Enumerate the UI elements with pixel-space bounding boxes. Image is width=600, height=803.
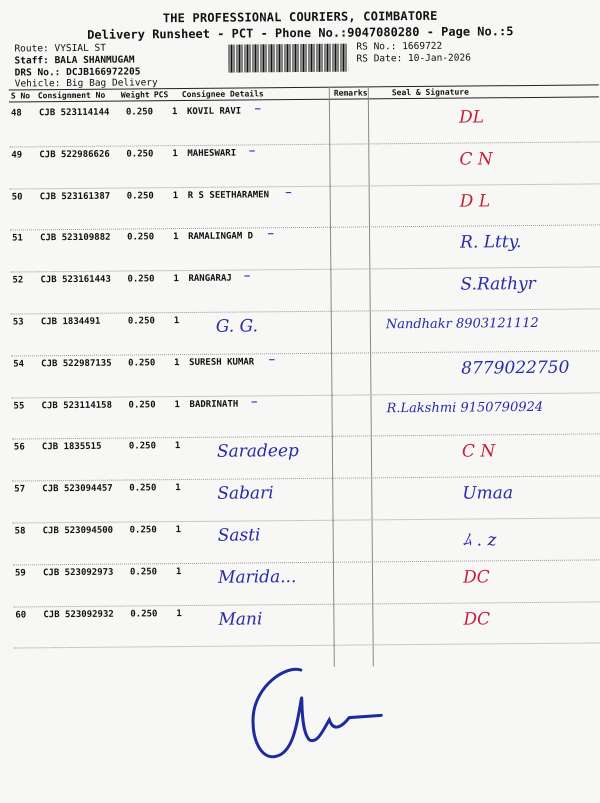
- recipient-signature: Umaa: [462, 483, 514, 504]
- drs-number: DRS No.: DCJB166972205: [14, 66, 141, 79]
- row-pcs: 1: [174, 357, 180, 368]
- row-consignee: BADRINATH: [189, 399, 239, 410]
- row-consignment: CJB 523109882: [40, 233, 111, 244]
- row-consignment: CJB 1835515: [41, 442, 102, 453]
- col-consignment: Consignment No: [37, 90, 106, 101]
- rs-number: RS No.: 1669722: [356, 40, 443, 53]
- recipient-signature: 8779022750: [461, 357, 570, 379]
- row-pcs: 1: [173, 316, 180, 327]
- row-consignment: CJB 523094500: [42, 525, 114, 537]
- row-consignee: KOVIL RAVI: [186, 106, 242, 117]
- row-pcs: 1: [175, 566, 182, 577]
- row-consignee: MAHESWARI: [187, 148, 237, 159]
- recipient-signature: DC: [463, 608, 491, 630]
- row-weight: 0.250: [128, 399, 156, 411]
- row-weight: 0.250: [130, 608, 158, 620]
- row-weight: 0.250: [129, 567, 158, 578]
- row-sno: 53: [12, 317, 24, 328]
- company-title: THE PROFESSIONAL COURIERS, COIMBATORE: [162, 8, 438, 26]
- hand-tick-mark: —: [254, 104, 261, 115]
- recipient-signature: R. Ltty.: [460, 232, 522, 254]
- runsheet-title: Delivery Runsheet - PCT - Phone No.:9047080280 - Page No.:5: [87, 24, 514, 42]
- table-row: [11, 393, 600, 440]
- table-row: [13, 560, 600, 607]
- row-pcs: 1: [172, 190, 179, 201]
- row-consignment: CJB 523114158: [41, 400, 113, 411]
- col-sno: S No: [10, 91, 31, 101]
- row-consignee: R S SEETHARAMEN: [187, 189, 270, 201]
- row-pcs: 1: [175, 525, 182, 536]
- hand-tick-mark: —: [269, 355, 275, 366]
- row-consignee: RAMALINGAM D: [188, 231, 254, 243]
- handwritten-consignee: G. G.: [215, 316, 259, 337]
- row-sno: 48: [10, 108, 22, 119]
- table-row: [10, 268, 600, 315]
- rs-date: RS Date: 10-Jan-2026: [356, 52, 471, 65]
- row-pcs: 1: [173, 232, 179, 243]
- row-sno: 54: [13, 359, 25, 370]
- recipient-signature: DL: [458, 107, 485, 128]
- handwritten-consignee: Mani: [218, 608, 263, 630]
- recipient-signature: S.Rathyr: [460, 274, 536, 295]
- handwritten-consignee: Sasti: [217, 525, 261, 546]
- row-weight: 0.250: [128, 358, 156, 369]
- row-sno: 58: [14, 526, 26, 537]
- table-row: [12, 477, 600, 524]
- col-remarks: Remarks: [333, 88, 368, 98]
- hand-tick-mark: —: [251, 396, 257, 408]
- recipient-signature: ﾑ . z: [462, 530, 497, 551]
- staff-signature: [231, 659, 392, 770]
- row-sno: 50: [11, 192, 23, 203]
- route-label: Route: VYSIAL ST: [14, 42, 106, 55]
- row-weight: 0.250: [127, 232, 155, 243]
- row-sno: 56: [13, 442, 25, 453]
- row-weight: 0.250: [127, 274, 155, 285]
- row-sno: 57: [14, 484, 26, 495]
- row-pcs: 1: [172, 148, 178, 159]
- row-consignment: CJB 522986626: [39, 149, 110, 161]
- row-consignment: CJB 522987135: [41, 358, 112, 370]
- row-weight: 0.250: [129, 525, 157, 536]
- handwritten-consignee: Saradeep: [216, 441, 299, 463]
- hand-tick-mark: —: [268, 229, 274, 240]
- row-consignment: CJB 1834491: [40, 316, 101, 328]
- table-row: [9, 142, 599, 189]
- row-weight: 0.250: [125, 107, 154, 118]
- row-consignee: SURESH KUMAR: [189, 357, 255, 368]
- row-weight: 0.250: [126, 149, 154, 160]
- recipient-signature: Nandhakr 8903121112: [385, 315, 539, 333]
- row-consignment: CJB 523161443: [40, 274, 111, 286]
- hand-tick-mark: —: [244, 271, 250, 282]
- hand-tick-mark: —: [249, 146, 255, 157]
- vehicle-label: Vehicle: Big Bag Delivery: [14, 77, 158, 90]
- table-row: [13, 518, 600, 565]
- recipient-signature: C N: [459, 149, 493, 170]
- table-row: [10, 226, 600, 273]
- table-row: [11, 309, 600, 356]
- hand-tick-mark: —: [285, 187, 292, 198]
- table-row: [13, 602, 600, 649]
- col-consignee: Consignee Details: [181, 89, 264, 100]
- row-pcs: 1: [171, 107, 178, 118]
- col-seal: Seal & Signature: [391, 87, 469, 98]
- table-row: [10, 184, 600, 231]
- row-weight: 0.250: [126, 190, 154, 202]
- table-row: [11, 351, 600, 398]
- row-pcs: 1: [175, 483, 181, 494]
- row-consignment: CJB 523092973: [42, 567, 114, 579]
- col-pcs: PCS: [153, 90, 169, 100]
- row-weight: 0.250: [127, 316, 155, 327]
- table-row: [9, 100, 599, 147]
- row-pcs: 1: [176, 608, 182, 619]
- row-pcs: 1: [174, 399, 180, 410]
- handwritten-consignee: Marida...: [217, 566, 297, 588]
- row-sno: 59: [14, 568, 26, 579]
- col-weight: Weight: [120, 90, 150, 100]
- table-row: [12, 435, 600, 482]
- row-sno: 51: [12, 233, 23, 244]
- recipient-signature: R.Lakshmi 9150790924: [386, 399, 544, 416]
- staff-label: Staff: BALA SHANMUGAM: [14, 54, 135, 67]
- row-weight: 0.250: [128, 441, 157, 452]
- row-pcs: 1: [174, 441, 181, 452]
- recipient-signature: DC: [462, 567, 490, 588]
- row-sno: 52: [12, 275, 24, 286]
- row-consignee: RANGARAJ: [188, 273, 232, 285]
- row-pcs: 1: [173, 274, 179, 285]
- row-consignment: CJB 523094457: [42, 483, 113, 495]
- row-sno: 55: [13, 401, 25, 412]
- row-weight: 0.250: [129, 483, 157, 494]
- row-sno: 60: [15, 610, 27, 621]
- row-consignment: CJB 523161387: [39, 191, 111, 202]
- row-divider: [14, 643, 600, 649]
- recipient-signature: D L: [459, 190, 491, 212]
- handwritten-consignee: Sabari: [217, 483, 274, 504]
- row-consignment: CJB 523114144: [38, 107, 110, 119]
- row-sno: 49: [11, 150, 23, 161]
- recipient-signature: C N: [461, 441, 496, 462]
- barcode: [228, 44, 348, 73]
- row-consignment: CJB 523092932: [43, 609, 114, 620]
